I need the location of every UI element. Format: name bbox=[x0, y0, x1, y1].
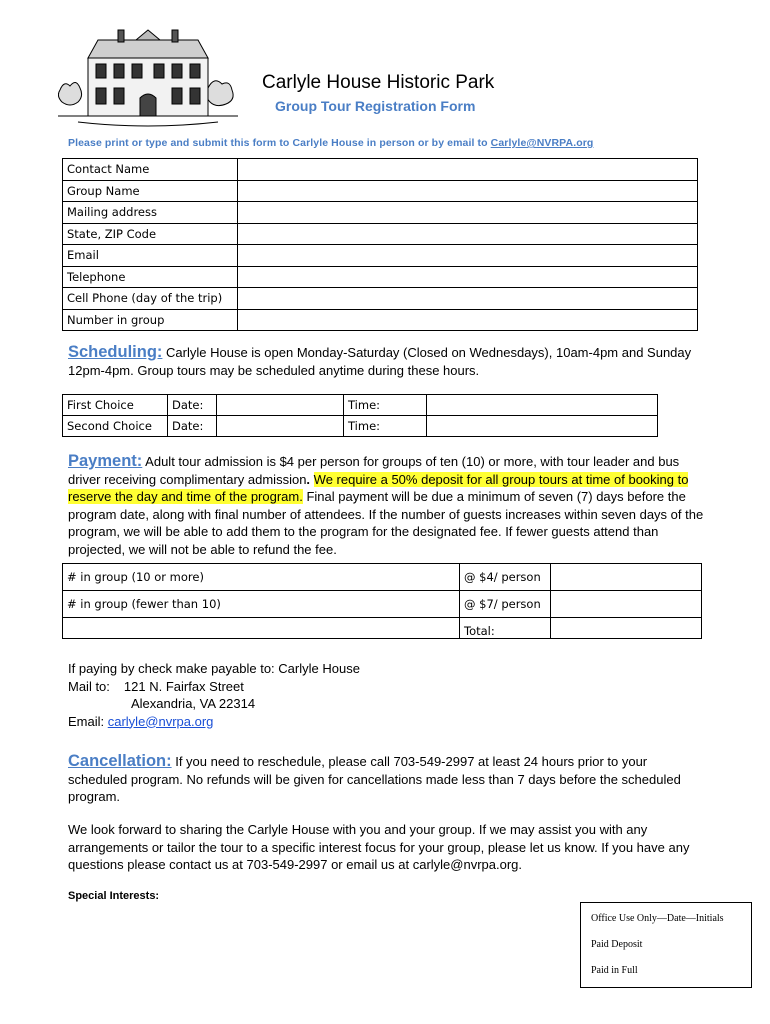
office-use-box bbox=[580, 902, 752, 988]
check-payment-info bbox=[68, 660, 360, 730]
table-row bbox=[63, 564, 702, 591]
payment-text-1: Adult tour admission is $4 per person for groups of ten (10) or more, with tour leader and bus driver receiving complimentary admission bbox=[68, 454, 680, 487]
contact-info-table bbox=[62, 158, 698, 331]
table-row bbox=[63, 288, 698, 310]
table-row bbox=[63, 266, 698, 288]
paid-deposit-label: Paid Deposit bbox=[591, 939, 643, 950]
special-interests-label: Special Interests: bbox=[68, 890, 160, 902]
time-label: Time: bbox=[344, 416, 427, 437]
rate-label: @ $4/ person bbox=[460, 564, 551, 591]
group-size-label: # in group (10 or more) bbox=[63, 564, 460, 591]
total-label: Total: bbox=[460, 618, 551, 639]
cancellation-section bbox=[68, 753, 708, 806]
contact-name-input[interactable] bbox=[238, 159, 698, 181]
field-label: Group Name bbox=[63, 180, 238, 202]
table-row bbox=[63, 309, 698, 331]
payment-heading: Payment: bbox=[68, 452, 143, 470]
amount-10plus-input[interactable] bbox=[551, 564, 702, 591]
intro-text: Please print or type and submit this form to Carlyle House in person or by email to bbox=[68, 137, 491, 149]
second-time-input[interactable] bbox=[427, 416, 658, 437]
group-size-label: # in group (fewer than 10) bbox=[63, 591, 460, 618]
field-label: Contact Name bbox=[63, 159, 238, 181]
closing-paragraph: We look forward to sharing the Carlyle House with you and your group. If we may assist you with any arrangements or tailor the tour to a specific interest focus for your group, please let us know. If you have any questions please contact us at 703-549-2997 or email us at carlyle@nvrpa.org. bbox=[68, 822, 690, 872]
amount-under10-input[interactable] bbox=[551, 591, 702, 618]
email-label: Email: bbox=[68, 713, 108, 729]
field-label: State, ZIP Code bbox=[63, 223, 238, 245]
choice-label: Second Choice bbox=[63, 416, 168, 437]
cancellation-heading: Cancellation: bbox=[68, 752, 172, 770]
group-name-input[interactable] bbox=[238, 180, 698, 202]
field-label: Telephone bbox=[63, 266, 238, 288]
mail-city: Alexandria, VA 22314 bbox=[131, 696, 256, 711]
rate-label: @ $7/ person bbox=[460, 591, 551, 618]
table-row bbox=[63, 618, 702, 639]
table-row bbox=[63, 159, 698, 181]
date-label: Date: bbox=[168, 416, 217, 437]
time-label: Time: bbox=[344, 395, 427, 416]
field-label: Email bbox=[63, 245, 238, 267]
table-row bbox=[63, 245, 698, 267]
mail-to-label: Mail to: bbox=[68, 678, 110, 694]
payment-section bbox=[68, 453, 708, 558]
payment-text-2: Final payment will be due a minimum of seven (7) days before the program date, along with final number of attendees. If the number of guests increases within seven days of the program, we will be able to add them to the program for the designated fee. If fewer guests attend than projected, we will not be able to refund the fee. bbox=[68, 489, 704, 557]
scheduling-section bbox=[68, 344, 708, 379]
carlyle-house-illustration bbox=[58, 18, 238, 128]
table-row bbox=[63, 223, 698, 245]
page-title: Carlyle House Historic Park bbox=[262, 72, 495, 93]
payment-dot: . bbox=[306, 471, 314, 487]
table-row bbox=[63, 591, 702, 618]
scheduling-text: Carlyle House is open Monday-Saturday (Closed on Wednesdays), 10am-4pm and Sunday 12pm-4pm. Group tours may be scheduled anytime during these hours. bbox=[68, 345, 692, 378]
intro-email-link[interactable]: Carlyle@NVRPA.org bbox=[490, 137, 594, 149]
first-date-input[interactable] bbox=[217, 395, 344, 416]
table-row bbox=[63, 202, 698, 224]
telephone-input[interactable] bbox=[238, 266, 698, 288]
field-label: Cell Phone (day of the trip) bbox=[63, 288, 238, 310]
intro-instructions bbox=[68, 137, 593, 149]
state-zip-input[interactable] bbox=[238, 223, 698, 245]
mailing-address-input[interactable] bbox=[238, 202, 698, 224]
table-row bbox=[63, 416, 658, 437]
schedule-table bbox=[62, 394, 658, 437]
date-label: Date: bbox=[168, 395, 217, 416]
group-size-label bbox=[63, 618, 460, 639]
check-payable-line: If paying by check make payable to: Carlyle House bbox=[68, 661, 360, 676]
total-input[interactable] bbox=[551, 618, 702, 639]
form-subtitle: Group Tour Registration Form bbox=[275, 98, 476, 114]
field-label: Number in group bbox=[63, 309, 238, 331]
check-email-link[interactable]: carlyle@nvrpa.org bbox=[107, 713, 214, 729]
cell-phone-input[interactable] bbox=[238, 288, 698, 310]
paid-in-full-label: Paid in Full bbox=[591, 965, 638, 976]
deposit-highlight: We require a 50% deposit for all group tours at time of booking to reserve the day and time of the program. bbox=[68, 471, 689, 504]
office-use-title: Office Use Only—Date—Initials bbox=[591, 913, 724, 924]
table-row bbox=[63, 395, 658, 416]
first-time-input[interactable] bbox=[427, 395, 658, 416]
scheduling-heading: Scheduling: bbox=[68, 343, 163, 361]
second-date-input[interactable] bbox=[217, 416, 344, 437]
field-label: Mailing address bbox=[63, 202, 238, 224]
cancellation-text: If you need to reschedule, please call 703-549-2997 at least 24 hours prior to your scheduled program. No refunds will be given for cancellations made less than 7 days before the scheduled program. bbox=[68, 754, 681, 804]
email-input[interactable] bbox=[238, 245, 698, 267]
mail-street: 121 N. Fairfax Street bbox=[123, 678, 244, 694]
payment-table bbox=[62, 563, 702, 639]
choice-label: First Choice bbox=[63, 395, 168, 416]
table-row bbox=[63, 180, 698, 202]
number-in-group-input[interactable] bbox=[238, 309, 698, 331]
